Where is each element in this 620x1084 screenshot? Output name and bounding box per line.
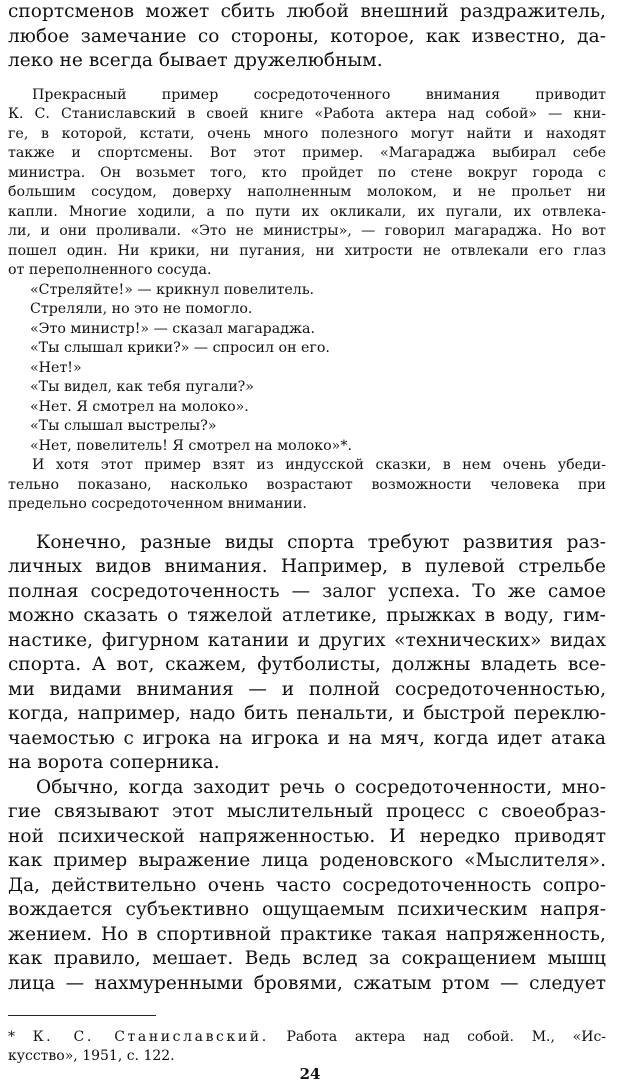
text-line: Конечно, разные виды спорта требуют развития раз- (36, 531, 606, 553)
text-line: ной психической напряженностью. И нередко приводят (8, 825, 606, 847)
text-line: полная сосредоточенность — залог успеха. То же самое (8, 580, 606, 602)
text-line: гие связывают этот мыслительный процесс с своеобраз- (8, 801, 606, 822)
text-line: когда, например, надо бить пенальти, и быстрой переклю- (8, 703, 606, 724)
dialogue-line: «Стреляйте!» — крикнул повелитель. (30, 281, 315, 298)
quote-line: К. С. Станиславский в своей книге «Работа актера над собой» — кни- (8, 106, 606, 122)
quote-conclusion-line: предельно сосредоточенном внимании. (8, 496, 307, 512)
text-line: жением. Но в спортивной практике такая напряженность, (8, 923, 606, 945)
concentration-paragraph (8, 776, 606, 997)
quote-line: также и спортсмены. Вот этот пример. «Магараджа выбирал себе (8, 145, 606, 161)
quote-line: ли, и они проливали. «Это не министры», — говорил магараджа. Но вот (8, 223, 606, 239)
footnote-author: К. С. Станиславский. (32, 1029, 269, 1045)
text-line: настике, фигурном катании и других «технических» видах (8, 629, 606, 651)
page-number: 24 (299, 1065, 321, 1083)
text-line: как пример выражение лица роденовского «Мыслителя». (8, 850, 606, 871)
quote-block (8, 86, 606, 515)
dialogue-line: Стреляли, но это не помогло. (30, 301, 253, 317)
footnote (8, 1028, 606, 1066)
dialogue-line: «Нет. Я смотрел на молоко». (30, 398, 249, 415)
dialogue-line: «Ты слышал крики?» — спросил он его. (30, 340, 330, 356)
footnote-divider (8, 1015, 156, 1016)
dialogue-line: «Нет!» (30, 359, 82, 376)
text-line: можно сказать о тяжелой атлетике, прыжках в воду, гим- (8, 605, 606, 626)
quote-line: капли. Многие ходили, а по пути их окликали, их пугали, их отвлека- (8, 203, 606, 220)
sports-paragraph (8, 531, 606, 776)
text-line: любое замечание со стороны, которое, как известно, да- (8, 25, 606, 47)
top-paragraph (8, 0, 606, 74)
text-line: на ворота соперника. (8, 752, 220, 773)
quote-conclusion-line: И хотя этот пример взят из индусской сказки, в нем очень убеди- (32, 457, 606, 473)
quote-line: Прекрасный пример сосредоточенного внимания приводит (32, 86, 606, 103)
quote-conclusion-line: тельно показано, насколько возрастают возможности человека при (8, 476, 606, 493)
text-line: Обычно, когда заходит речь о сосредоточенности, мно- (36, 776, 606, 798)
quote-line: ге, в которой, кстати, очень много полезного могут найти и находят (8, 125, 606, 142)
quote-line: министра. Он возьмет того, кто пройдет по стене вокруг города с (8, 164, 606, 181)
text-line: Да, действительно очень часто сосредоточенность сопро- (8, 874, 606, 896)
footnote-marker: * (8, 1029, 33, 1045)
dialogue-line: «Ты видел, как тебя пугали?» (30, 379, 254, 395)
text-line: личных видов внимания. Например, в пулевой стрельбе (8, 556, 606, 577)
quote-line: от переполненного сосуда. (8, 262, 212, 278)
text-line: спорта. А вот, скажем, футболисты, должны владеть все- (8, 654, 606, 675)
dialogue-line: «Нет, повелитель! Я смотрел на молоко»*. (30, 437, 352, 454)
text-line: вождается субъективно ощущаемым психическим напря- (8, 899, 606, 920)
dialogue-line: «Это министр!» — сказал магараджа. (30, 320, 315, 337)
dialogue-line: «Ты слышал выстрелы?» (30, 418, 217, 434)
quote-line: пошел один. Ни крики, ни пугания, ни хитрости не отвлекали его глаз (8, 242, 606, 259)
text-line: спортсменов может сбить любой внешний раздражитель, (8, 1, 606, 22)
text-line: чаемостью с игрока на игрока и на мяч, когда идет атака (8, 727, 606, 749)
footnote-line: кусство», 1951, с. 122. (8, 1048, 175, 1064)
text-line: лица — нахмуренными бровями, сжатым ртом — следует (8, 972, 606, 994)
text-line: как правило, мешает. Ведь вслед за сокращением мышц (8, 948, 606, 969)
text-line: ми видами внимания — и полной сосредоточенностью, (8, 678, 606, 700)
footnote-title: Работа актера над собой. М., «Ис- (268, 1029, 606, 1045)
text-line: леко не всегда бывает дружелюбным. (8, 50, 383, 71)
footnote-line (8, 1028, 606, 1047)
quote-line: большим сосудом, доверху наполненным молоком, и не прольет ни (8, 184, 606, 200)
